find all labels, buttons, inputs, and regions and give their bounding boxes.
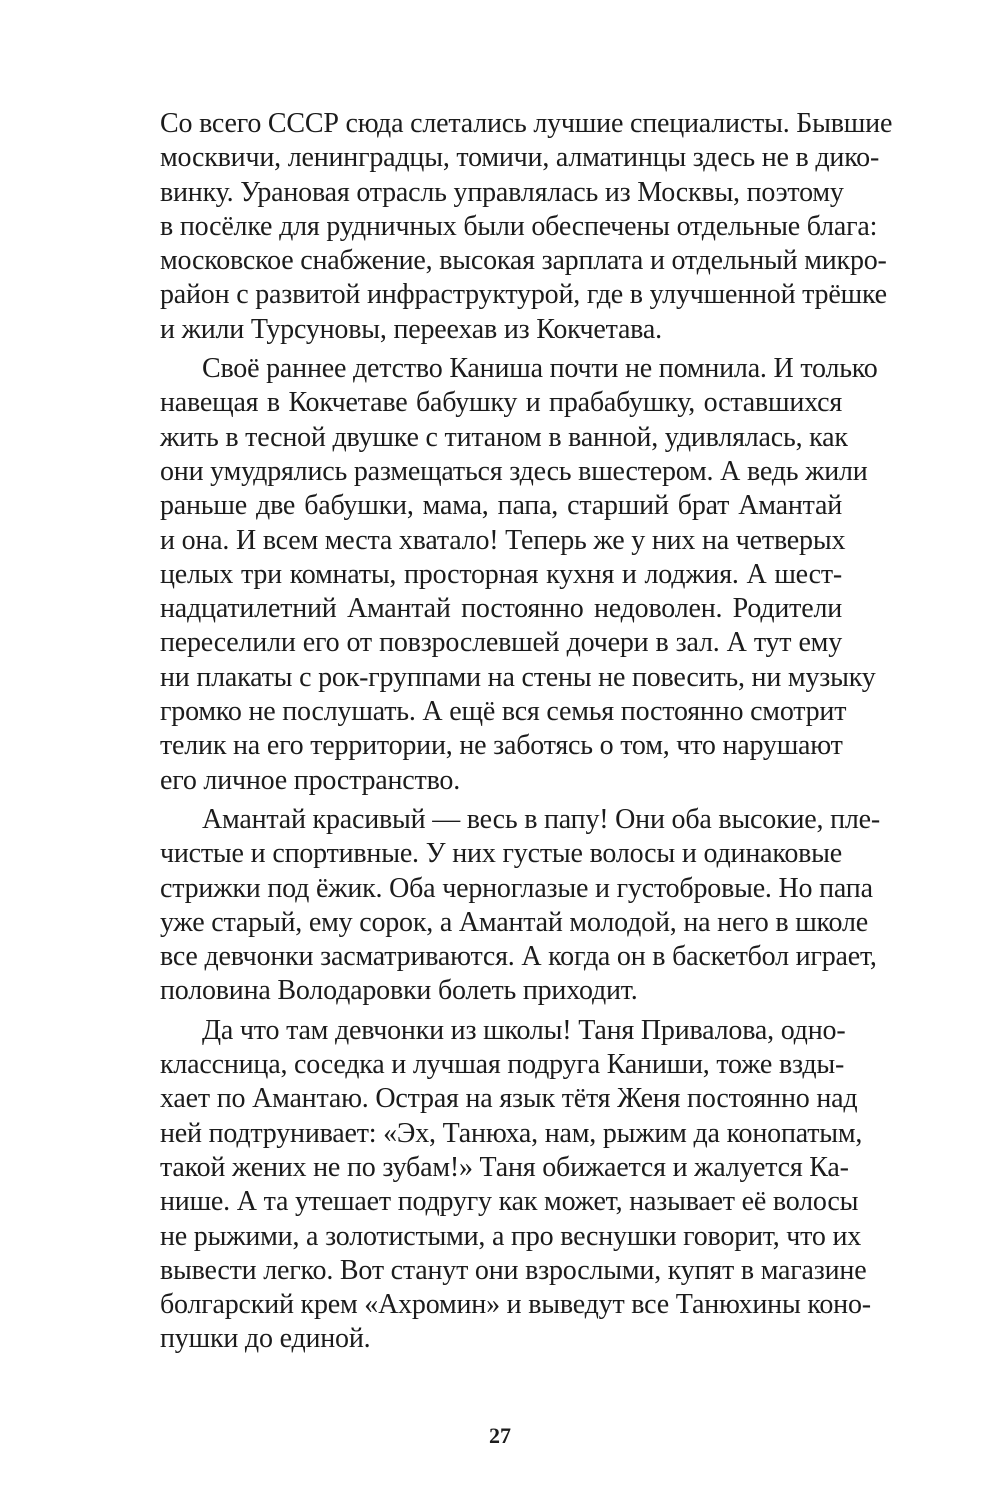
text-line: такой жених не по зубам!» Таня обижается и жалуется Ка- <box>160 1151 849 1183</box>
text-line: раньше две бабушки, мама, папа, старший брат Амантай <box>160 490 842 522</box>
text-line: нише. А та утешает подругу как может, называет её волосы <box>160 1186 859 1218</box>
text-line: московское снабжение, высокая зарплата и отдельный микро- <box>160 245 887 277</box>
text-line: навещая в Кокчетаве бабушку и прабабушку, оставшихся <box>160 387 842 419</box>
text-line: не рыжими, а золотистыми, а про веснушки говорит, что их <box>160 1220 862 1252</box>
text-line: винку. Урановая отрасль управлялась из Москвы, поэтому <box>160 176 844 208</box>
text-line: половина Володаровки болеть приходит. <box>160 975 638 1007</box>
text-line: все девчонки засматриваются. А когда он в баскетбол играет, <box>160 941 877 973</box>
text-line: целых три комнаты, просторная кухня и лоджия. А шест- <box>160 558 842 590</box>
text-line: телик на его территории, не заботясь о том, что нарушают <box>160 730 843 762</box>
text-line: уже старый, ему сорок, а Амантай молодой, на него в школе <box>160 906 868 938</box>
text-flow <box>160 107 893 1357</box>
text-line: стрижки под ёжик. Оба черноглазые и густобровые. Но папа <box>160 872 873 904</box>
paragraph <box>160 352 878 798</box>
text-line: классница, соседка и лучшая подруга Каниши, тоже взды- <box>160 1049 845 1081</box>
text-line: в посёлке для рудничных были обеспечены отдельные блага: <box>160 210 878 242</box>
text-line: Со всего СССР сюда слетались лучшие специалисты. Бывшие <box>160 108 893 139</box>
text-line: жить в тесной двушке с титаном в ванной, удивлялась, как <box>160 421 848 453</box>
text-line: чистые и спортивные. У них густые волосы и одинаковые <box>160 838 842 870</box>
text-line: и жили Турсуновы, переехав из Кокчетава. <box>160 313 662 345</box>
text-line: громко не послушать. А ещё вся семья постоянно смотрит <box>160 696 847 728</box>
text-line: район с развитой инфраструктурой, где в улучшенной трёшке <box>160 279 887 311</box>
text-line: Своё раннее детство Каниша почти не помнила. И только <box>202 353 878 385</box>
paragraph <box>160 803 881 1009</box>
paragraph <box>160 1014 871 1357</box>
page-number: 27 <box>489 1423 511 1448</box>
text-line: Да что там девчонки из школы! Таня Привалова, одно- <box>202 1014 846 1046</box>
text-line: и она. И всем места хватало! Теперь же у них на четверых <box>160 524 846 556</box>
text-line: его личное пространство. <box>160 764 461 796</box>
text-line: москвичи, ленинградцы, томичи, алматинцы здесь не в дико- <box>160 142 880 174</box>
text-line: вывести легко. Вот станут они взрослыми, купят в магазине <box>160 1254 867 1286</box>
text-line: ни плакаты с рок-группами на стены не повесить, ни музыку <box>160 661 876 693</box>
text-line: болгарский крем «Ахромин» и выведут все Танюхины коно- <box>160 1289 871 1321</box>
text-line: они умудрялись размещаться здесь вшестером. А ведь жили <box>160 455 868 487</box>
text-line: надцатилетний Амантай постоянно недоволен. Родители <box>160 593 842 625</box>
paragraph <box>160 107 893 347</box>
text-line: Амантай красивый — весь в папу! Они оба высокие, пле- <box>202 803 881 835</box>
text-line: переселили его от повзрослевшей дочери в зал. А тут ему <box>160 627 842 659</box>
text-line: ней подтрунивает: «Эх, Танюха, нам, рыжим да конопатым, <box>160 1117 863 1149</box>
page-body <box>160 107 893 1357</box>
text-line: хает по Амантаю. Острая на язык тётя Женя постоянно над <box>160 1083 858 1115</box>
text-line: пушки до единой. <box>160 1323 371 1355</box>
